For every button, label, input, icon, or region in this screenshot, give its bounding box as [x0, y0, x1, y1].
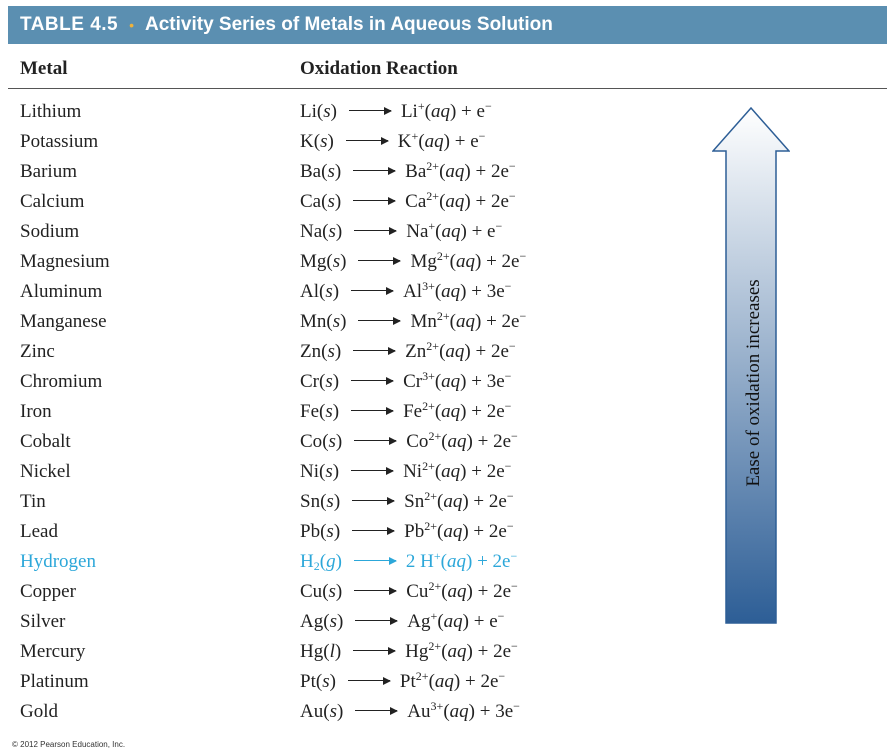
reactant: Zn: [300, 341, 322, 362]
electrons: 2e: [488, 491, 507, 512]
electrons: 2e: [486, 461, 505, 482]
reaction-arrow-icon: [355, 710, 397, 711]
reactant-state: s: [325, 461, 333, 482]
reactant-state: s: [328, 581, 336, 602]
product-state: aq: [443, 521, 463, 542]
ion: Co: [406, 431, 429, 452]
reaction-arrow-icon: [352, 530, 394, 531]
metal-name: Copper: [20, 581, 76, 602]
electrons: 2e: [486, 401, 505, 422]
reactant-state: s: [329, 701, 337, 722]
ion: Li: [400, 101, 418, 122]
ion: K: [397, 131, 412, 152]
metal-name: Magnesium: [20, 251, 110, 272]
reactant: Co: [300, 431, 323, 452]
metal-name: Silver: [20, 611, 66, 632]
reaction-arrow-icon: [358, 260, 400, 261]
metal-name: Potassium: [20, 131, 99, 152]
electron-charge: −: [508, 339, 516, 353]
reactant-state: s: [332, 311, 341, 332]
plus-sign: +: [475, 161, 487, 182]
oxidation-reaction: Pt(s) $Pt^{2+}(aq) + 2e^-$: [300, 669, 506, 692]
metal-name: Chromium: [20, 371, 103, 392]
table-row: [0, 607, 700, 637]
plus-sign: +: [473, 521, 485, 542]
electrons: 2e: [493, 431, 512, 452]
electron-charge: −: [497, 609, 505, 623]
ion: Mn: [410, 311, 437, 332]
reactant: Hg: [300, 641, 324, 662]
reaction-arrow-icon: [354, 590, 396, 591]
plus-sign: +: [477, 581, 489, 602]
electrons: 2e: [501, 311, 520, 332]
reaction-arrow-icon: [355, 620, 397, 621]
product-state: aq: [443, 491, 463, 512]
copyright-notice: © 2012 Pearson Education, Inc.: [12, 740, 126, 749]
ion-charge: +: [430, 609, 438, 623]
electron-charge: −: [519, 249, 527, 263]
metal-name: Cobalt: [20, 431, 71, 452]
header-rule: [8, 88, 887, 89]
table-header-bar: [8, 6, 887, 44]
reactant-state: s: [327, 341, 335, 362]
reactant: Ni: [300, 461, 319, 482]
plus-sign: +: [486, 311, 497, 332]
reactant: Mn: [300, 311, 327, 332]
reactant-state: s: [326, 521, 334, 542]
reaction-arrow-icon: [351, 410, 393, 411]
reactant-state: s: [332, 251, 341, 272]
ion-charge: 2+: [424, 519, 437, 533]
electron-charge: −: [484, 99, 492, 113]
electron-charge: −: [519, 309, 527, 323]
ion: Hg: [405, 641, 429, 662]
ion: Sn: [404, 491, 425, 512]
plus-sign: +: [473, 611, 485, 632]
oxidation-reaction: Cu(s) $Cu^{2+}(aq) + 2e^-$: [300, 579, 518, 602]
plus-sign: +: [471, 371, 482, 392]
reactant-state: s: [329, 611, 337, 632]
reactant: Ca: [300, 191, 322, 212]
electrons: 2e: [493, 581, 512, 602]
reactant: Ba: [300, 161, 322, 182]
electron-charge: −: [506, 489, 514, 503]
table-row: [0, 697, 700, 727]
oxidation-reaction: Ca(s) $Ca^{2+}(aq) + 2e^-$: [300, 189, 516, 212]
reactant: Mg: [300, 251, 327, 272]
product-state: aq: [441, 371, 461, 392]
ion: H: [420, 551, 434, 572]
reactant: Na: [300, 221, 323, 242]
reaction-arrow-icon: [354, 230, 396, 231]
reaction-arrow-icon: [351, 380, 393, 381]
metal-name: Gold: [20, 701, 58, 722]
product-state: aq: [424, 131, 444, 152]
metal-name: Zinc: [20, 341, 55, 362]
metal-name: Calcium: [20, 191, 85, 212]
oxidation-reaction: Mn(s) $Mn^{2+}(aq) + 2e^-$: [300, 309, 527, 332]
reactant: H: [300, 551, 314, 572]
electrons: 3e: [486, 281, 505, 302]
product-state: aq: [443, 611, 463, 632]
product-state: aq: [445, 341, 465, 362]
reaction-arrow-icon: [353, 650, 395, 651]
plus-sign: +: [454, 131, 466, 152]
reactant-state: s: [320, 131, 328, 152]
ion: Ni: [403, 461, 423, 482]
electron-charge: −: [504, 399, 512, 413]
electron-charge: −: [478, 129, 486, 143]
oxidation-reaction: Ni(s) $Ni^{2+}(aq) + 2e^-$: [300, 459, 512, 482]
ion-charge: 2+: [428, 639, 442, 653]
oxidation-reaction: Sn(s) $Sn^{2+}(aq) + 2e^-$: [300, 489, 514, 512]
product-state: aq: [455, 251, 475, 272]
product-state: aq: [447, 431, 467, 452]
coefficient: 2: [405, 551, 421, 572]
electrons: 2e: [490, 191, 509, 212]
product-state: aq: [446, 551, 466, 572]
metal-name: Lithium: [20, 101, 82, 122]
table-row: [0, 187, 700, 217]
table-row: [0, 637, 700, 667]
table-row: [0, 577, 700, 607]
reactant-state: s: [327, 191, 335, 212]
table-row: [0, 457, 700, 487]
reactant: Cr: [300, 371, 319, 392]
oxidation-reaction: Pb(s) $Pb^{2+}(aq) + 2e^-$: [300, 519, 514, 542]
reactant: Pt: [300, 671, 316, 692]
oxidation-reaction: Zn(s) $Zn^{2+}(aq) + 2e^-$: [300, 339, 516, 362]
reactant-state: s: [325, 401, 333, 422]
product-state: aq: [441, 221, 461, 242]
ion-charge: 2+: [426, 339, 440, 353]
product-state: aq: [447, 581, 467, 602]
reactant-state: s: [323, 101, 331, 122]
reaction-arrow-icon: [352, 500, 394, 501]
electron-charge: −: [504, 279, 512, 293]
table-row: [0, 487, 700, 517]
reactant: Ag: [300, 611, 324, 632]
electron-charge: −: [508, 189, 516, 203]
electron-charge: −: [511, 639, 518, 653]
ion: Pb: [404, 521, 425, 542]
reaction-arrow-icon: [351, 470, 393, 471]
electron-charge: −: [504, 369, 512, 383]
ion: Ba: [405, 161, 427, 182]
electrons: 2e: [490, 161, 509, 182]
reaction-arrow-icon: [351, 290, 393, 291]
plus-sign: +: [486, 251, 497, 272]
product-state: aq: [447, 641, 467, 662]
oxidation-reaction: Fe(s) $Fe^{2+}(aq) + 2e^-$: [300, 399, 512, 422]
reactant-state: s: [325, 281, 333, 302]
plus-sign: +: [475, 191, 487, 212]
metal-name: Mercury: [20, 641, 86, 662]
metal-name: Nickel: [20, 461, 71, 482]
ion-charge: 2+: [426, 189, 440, 203]
ion-charge: 3+: [422, 369, 435, 383]
reaction-arrow-icon: [348, 680, 390, 681]
table-title: Activity Series of Metals in Aqueous Solution: [145, 14, 553, 35]
product-state: aq: [441, 461, 461, 482]
electron-charge: −: [498, 669, 506, 683]
electron-charge: −: [495, 219, 503, 233]
ion-charge: +: [417, 99, 425, 113]
metal-name: Hydrogen: [20, 551, 96, 572]
metal-name: Sodium: [20, 221, 80, 242]
ion-charge: 2+: [415, 669, 429, 683]
reaction-arrow-icon: [354, 560, 396, 561]
reactant: Cu: [300, 581, 323, 602]
ion: Ag: [407, 611, 431, 632]
ion-charge: +: [433, 549, 441, 563]
electrons: 2e: [492, 551, 511, 572]
ion-charge: +: [428, 219, 436, 233]
metal-name: Tin: [20, 491, 46, 512]
table-row: [0, 217, 700, 247]
table-row: [0, 157, 700, 187]
oxidation-reaction: Cr(s) $Cr^{3+}(aq) + 3e^-$: [300, 369, 512, 392]
metal-name: Manganese: [20, 311, 107, 332]
reactant-state: s: [327, 161, 335, 182]
ion: Mg: [410, 251, 437, 272]
electrons: 2e: [490, 341, 509, 362]
oxidation-reaction: Na(s) Na+(aq) + e−: [300, 219, 503, 242]
electron-charge: −: [508, 159, 516, 173]
plus-sign: +: [471, 221, 483, 242]
plus-sign: +: [471, 461, 482, 482]
electrons: 3e: [495, 701, 514, 722]
ion-charge: 2+: [422, 399, 435, 413]
plus-sign: +: [479, 701, 491, 722]
bullet-icon: •: [129, 17, 135, 33]
ion: Ca: [405, 191, 427, 212]
plus-sign: +: [461, 101, 472, 122]
table-row: [0, 307, 700, 337]
reactant: Al: [300, 281, 319, 302]
plus-sign: +: [477, 551, 488, 572]
metal-name: Barium: [20, 161, 77, 182]
electrons: e: [489, 611, 498, 632]
electrons: 3e: [486, 371, 505, 392]
reaction-arrow-icon: [358, 320, 400, 321]
product-state: aq: [441, 401, 461, 422]
reactant-subscript: 2: [313, 559, 320, 573]
table-row: [0, 427, 700, 457]
metal-name: Iron: [20, 401, 52, 422]
plus-sign: +: [473, 491, 485, 512]
oxidation-reaction: Au(s) $Au^{3+}(aq) + 3e^-$: [300, 699, 520, 722]
product-state: aq: [441, 281, 461, 302]
table-number: TABLE 4.5: [20, 14, 119, 35]
plus-sign: +: [477, 641, 489, 662]
electron-charge: −: [510, 549, 518, 563]
product-state: aq: [430, 101, 450, 122]
table-row: [0, 277, 700, 307]
table-row: [0, 97, 700, 127]
oxidation-reaction: Ag(s) Ag+(aq) + e−: [300, 609, 505, 632]
column-header-reaction: Oxidation Reaction: [300, 58, 458, 79]
reactant: Fe: [300, 401, 319, 422]
reaction-arrow-icon: [354, 440, 396, 441]
product-state: aq: [445, 161, 465, 182]
product-state: aq: [455, 311, 475, 332]
plus-sign: +: [475, 341, 487, 362]
reactant-state: s: [328, 221, 336, 242]
ion: Pt: [399, 671, 416, 692]
reactant-state: s: [322, 671, 330, 692]
table-row: [0, 517, 700, 547]
reactant: Li: [300, 101, 317, 122]
metal-name: Platinum: [20, 671, 89, 692]
ion: Al: [403, 281, 423, 302]
plus-sign: +: [464, 671, 476, 692]
oxidation-reaction: Co(s) $Co^{2+}(aq) + 2e^-$: [300, 429, 518, 452]
reactant: Sn: [300, 491, 321, 512]
reaction-arrow-icon: [346, 140, 388, 141]
product-state: aq: [449, 701, 469, 722]
arrow-label: Ease of oxidation increases: [743, 279, 764, 487]
table-row: [0, 547, 700, 577]
reactant: K: [300, 131, 314, 152]
oxidation-reaction: Mg(s) $Mg^{2+}(aq) + 2e^-$: [300, 249, 527, 272]
metal-name: Lead: [20, 521, 58, 542]
table-row: [0, 667, 700, 697]
table-row: [0, 127, 700, 157]
plus-sign: +: [471, 401, 482, 422]
ion: Zn: [405, 341, 427, 362]
ion-charge: 2+: [426, 159, 440, 173]
plus-sign: +: [477, 431, 489, 452]
ion: Cu: [406, 581, 429, 602]
reactant-state: l: [329, 641, 335, 662]
electrons: 2e: [493, 641, 511, 662]
reactant-state: g: [326, 551, 336, 572]
electron-charge: −: [511, 579, 518, 593]
oxidation-reaction: Ba(s) $Ba^{2+}(aq) + 2e^-$: [300, 159, 516, 182]
table-row: [0, 247, 700, 277]
electrons: e: [487, 221, 496, 242]
ion: Fe: [403, 401, 423, 422]
reactant: Au: [300, 701, 324, 722]
oxidation-reaction: Li(s) Li+(aq) + e−: [300, 99, 492, 122]
reaction-arrow-icon: [353, 350, 395, 351]
table-row: [0, 367, 700, 397]
product-state: aq: [445, 191, 465, 212]
reactant: Pb: [300, 521, 321, 542]
ion-charge: 2+: [422, 459, 435, 473]
ion-charge: 2+: [424, 489, 437, 503]
reactant-state: s: [328, 431, 336, 452]
electrons: e: [470, 131, 479, 152]
reaction-arrow-icon: [353, 170, 395, 171]
product-state: aq: [434, 671, 454, 692]
ion-charge: 2+: [436, 249, 450, 263]
electrons: 2e: [480, 671, 499, 692]
metal-name: Aluminum: [20, 281, 103, 302]
table-row: [0, 397, 700, 427]
ion-charge: +: [411, 129, 419, 143]
reactant-state: s: [325, 371, 333, 392]
ion: Na: [406, 221, 429, 242]
reactant-state: s: [326, 491, 334, 512]
column-header-metal: Metal: [20, 58, 68, 79]
ion-charge: 3+: [430, 699, 444, 713]
ion-charge: 2+: [428, 579, 442, 593]
electrons: e: [476, 101, 485, 122]
table-row: [0, 337, 700, 367]
ion: Au: [407, 701, 431, 722]
ion: Cr: [403, 371, 423, 392]
electron-charge: −: [511, 429, 518, 443]
oxidation-reaction: K(s) K+(aq) + e−: [300, 129, 486, 152]
reaction-arrow-icon: [353, 200, 395, 201]
oxidation-reaction: Al(s) $Al^{3+}(aq) + 3e^-$: [300, 279, 512, 302]
electron-charge: −: [504, 459, 512, 473]
reaction-arrow-icon: [349, 110, 391, 111]
ion-charge: 3+: [422, 279, 435, 293]
electron-charge: −: [513, 699, 520, 713]
electrons: 2e: [488, 521, 507, 542]
oxidation-reaction: $H_2(g)$ 2 H+(aq) + 2e−: [300, 549, 518, 573]
oxidation-reaction: Hg(l) $Hg^{2+}(aq) + 2e^-$: [300, 639, 518, 662]
plus-sign: +: [471, 281, 482, 302]
ion-charge: 2+: [428, 429, 442, 443]
electron-charge: −: [506, 519, 514, 533]
ion-charge: 2+: [436, 309, 450, 323]
electrons: 2e: [501, 251, 520, 272]
